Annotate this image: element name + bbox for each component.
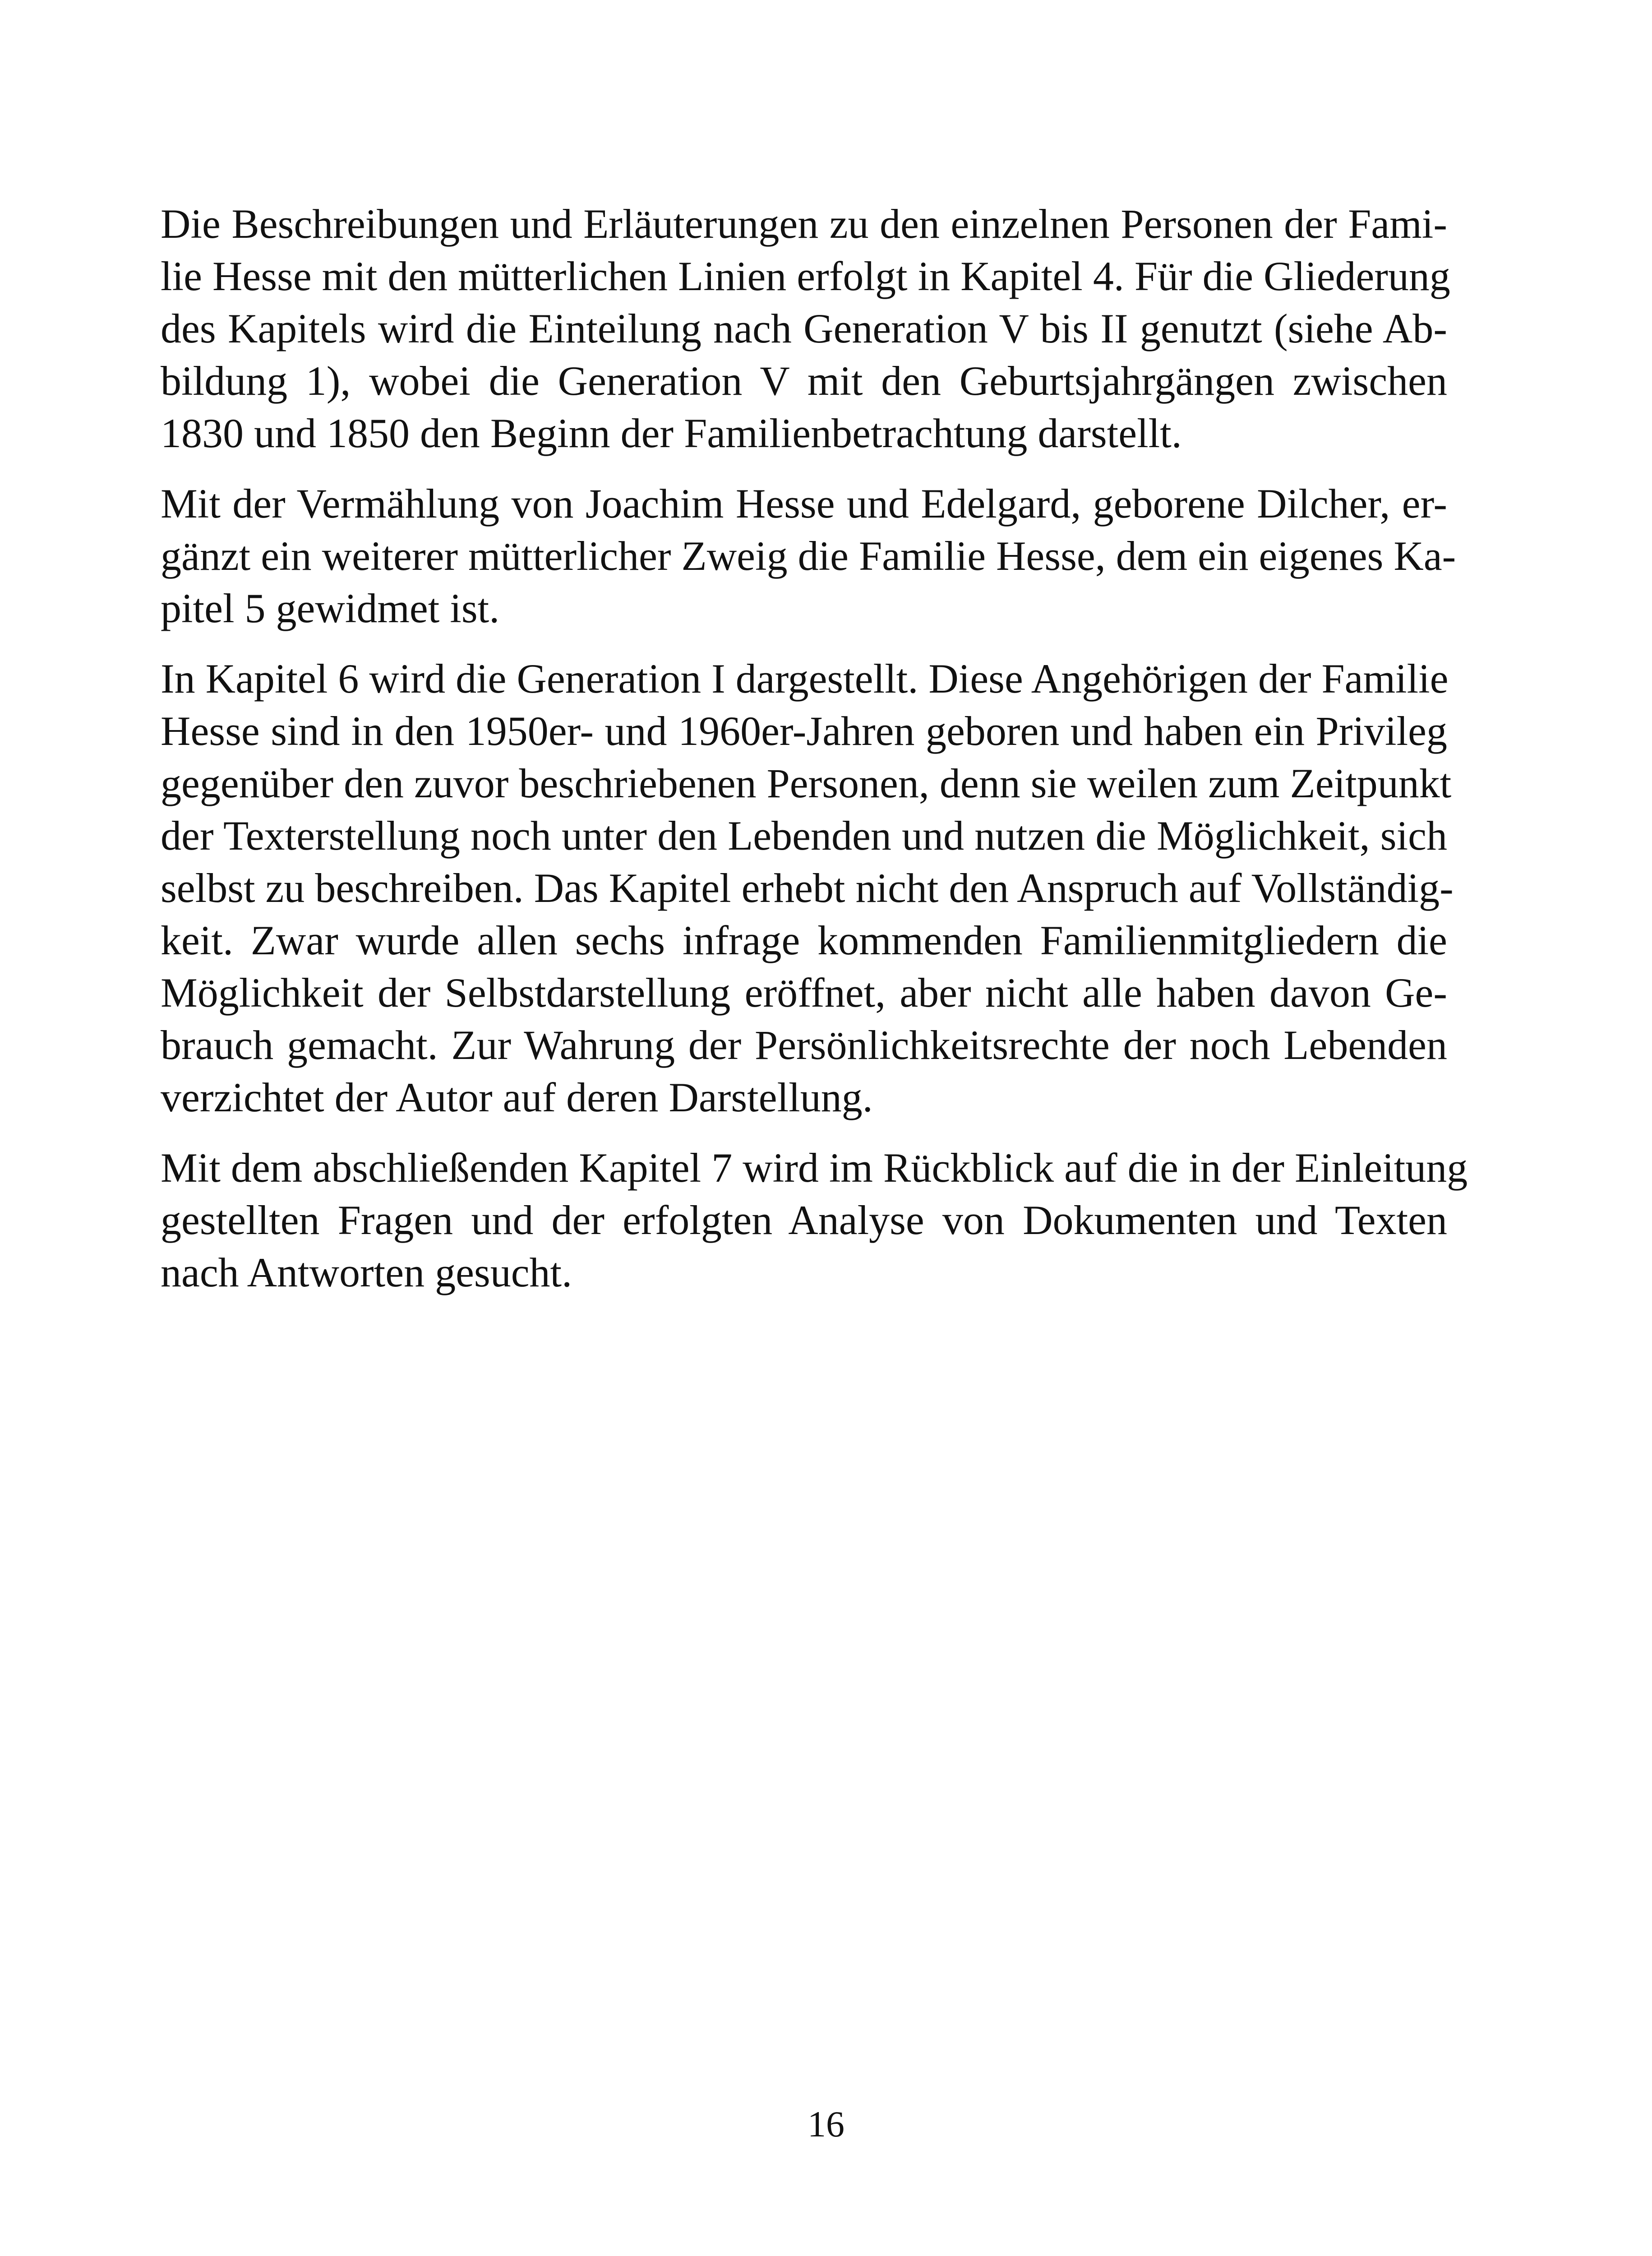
text-line: der Texterstellung noch unter den Lebenden und nutzen die Möglichkeit, sich [161, 813, 1447, 859]
text-line: verzichtet der Autor auf deren Darstellung. [161, 1074, 873, 1120]
paragraph-3 [161, 652, 1454, 1123]
text-line: pitel 5 gewidmet ist. [161, 585, 500, 631]
text-line: lie Hesse mit den mütterlichen Linien erfolgt in Kapitel 4. Für die Gliederung [161, 253, 1450, 299]
text-line: gänzt ein weiterer mütterlicher Zweig die Familie Hesse, dem ein eigenes Ka- [161, 533, 1456, 579]
text-line: 1830 und 1850 den Beginn der Familienbetrachtung darstellt. [161, 410, 1182, 456]
text-line: Möglichkeit der Selbstdarstellung eröffnet, aber nicht alle haben davon Ge- [161, 970, 1447, 1016]
text-line: brauch gemacht. Zur Wahrung der Persönlichkeitsrechte der noch Lebenden [161, 1022, 1447, 1068]
text-line: In Kapitel 6 wird die Generation I dargestellt. Diese Angehörigen der Familie [161, 656, 1449, 702]
text-line: Die Beschreibungen und Erläuterungen zu den einzelnen Personen der Fami- [161, 201, 1447, 247]
page-number: 16 [808, 2103, 844, 2145]
text-line: Mit der Vermählung von Joachim Hesse und Edelgard, geborene Dilcher, er- [161, 481, 1447, 527]
paragraph-4 [161, 1142, 1468, 1299]
text-line: gestellten Fragen und der erfolgten Analyse von Dokumenten und Texten [161, 1197, 1447, 1243]
text-line: keit. Zwar wurde allen sechs infrage kommenden Familienmitgliedern die [161, 917, 1447, 963]
paragraph-2 [161, 477, 1456, 634]
paragraph-1 [161, 198, 1450, 459]
text-line: Hesse sind in den 1950er- und 1960er-Jahren geboren und haben ein Privileg [161, 708, 1447, 754]
body-text [161, 198, 1468, 1317]
text-line: nach Antworten gesucht. [161, 1249, 572, 1295]
text-line: des Kapitels wird die Einteilung nach Generation V bis II genutzt (siehe Ab- [161, 305, 1447, 351]
text-line: gegenüber den zuvor beschriebenen Personen, denn sie weilen zum Zeitpunkt [161, 760, 1452, 806]
text-line: selbst zu beschreiben. Das Kapitel erhebt nicht den Anspruch auf Vollständig- [161, 865, 1454, 911]
text-line: bildung 1), wobei die Generation V mit den Geburtsjahrgängen zwischen [161, 358, 1447, 404]
text-line: Mit dem abschließenden Kapitel 7 wird im Rückblick auf die in der Einleitung [161, 1145, 1468, 1191]
